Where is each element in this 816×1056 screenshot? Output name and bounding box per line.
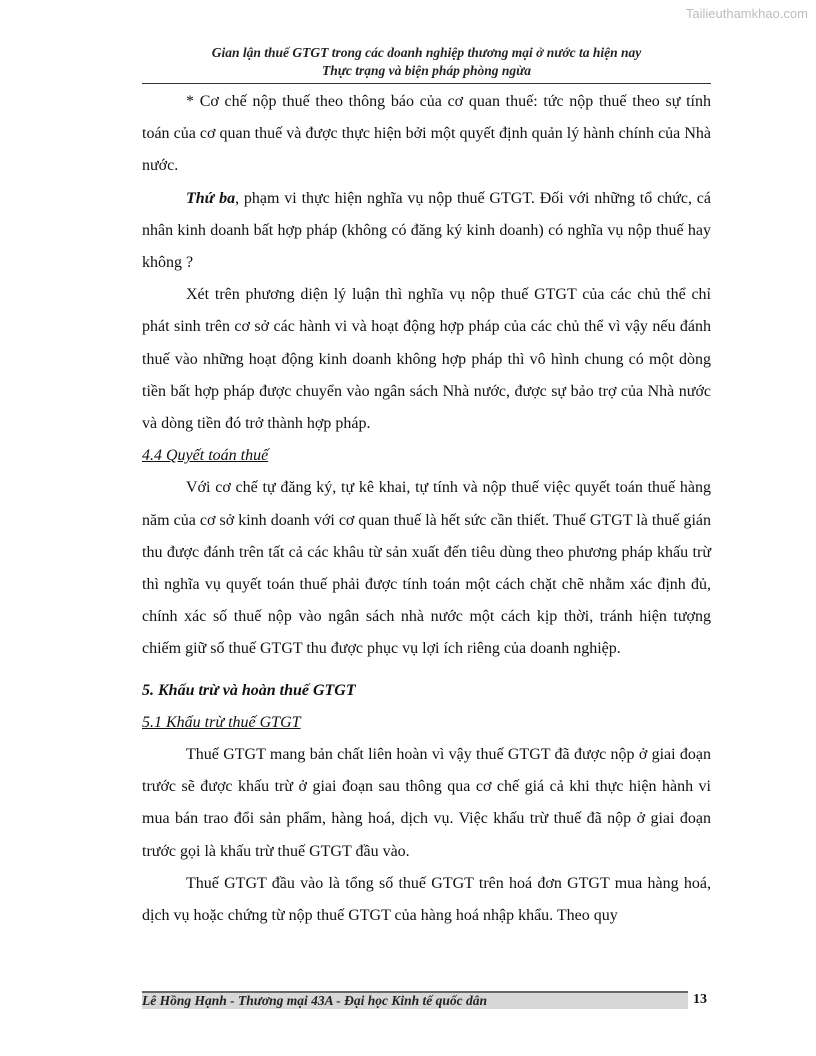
paragraph: Thuế GTGT mang bản chất liên hoàn vì vậy thuế GTGT đã được nộp ở giai đoạn trước sẽ được khấu trừ ở giai đoạn sau thông qua cơ chế giá cả khi thực hiện hành vi mua bán trao đổi sản phẩm, hàng hoá, dịch vụ. Việc khấu trừ thuế đã nộp ở giai đoạn trước gọi là khấu trừ thuế GTGT đầu vào. [142, 746, 711, 860]
header-divider [142, 83, 711, 84]
subsection-heading-4-4: 4.4 Quyết toán thuế [142, 447, 269, 465]
paragraph: Xét trên phương diện lý luận thì nghĩa vụ nộp thuế GTGT của các chủ thể chỉ phát sinh trên cơ sở các hành vi và hoạt động hợp pháp của các chủ thể vì vậy nếu đánh thuế vào những hoạt động kinh doanh không hợp pháp thì vô hình chung có một dòng tiền bất hợp pháp được chuyển vào ngân sách Nhà nước, được sự bảo trợ của Nhà nước và dòng tiền đó trở thành hợp pháp. [142, 286, 711, 433]
subsection-heading-5-1: 5.1 Khấu trừ thuế GTGT [142, 713, 301, 731]
paragraph-text: , phạm vi thực hiện nghĩa vụ nộp thuế GTGT. Đối với những tổ chức, cá nhân kinh doanh bất hợp pháp (không có đăng ký kinh doanh) có nghĩa vụ nộp thuế hay không ? [142, 189, 711, 272]
paragraph: * Cơ chế nộp thuế theo thông báo của cơ quan thuế: tức nộp thuế theo sự tính toán của cơ quan thuế và được thực hiện bởi một quyết định quản lý hành chính của Nhà nước. [142, 93, 711, 175]
footer-text: Lê Hồng Hạnh - Thương mại 43A - Đại học Kinh tế quốc dân [142, 993, 488, 1008]
paragraph [142, 183, 711, 280]
paragraph-lead: Thứ ba [186, 189, 236, 207]
document-body [142, 86, 711, 932]
running-header [142, 44, 711, 80]
section-heading-5: 5. Khấu trừ và hoàn thuế GTGT [142, 681, 356, 699]
header-title-line: Gian lận thuế GTGT trong các doanh nghiệp thương mại ở nước ta hiện nay [211, 45, 642, 60]
watermark: Tailieuthamkhao.com [685, 6, 808, 21]
header-subtitle-line: Thực trạng và biện pháp phòng ngừa [322, 63, 531, 78]
paragraph: Thuế GTGT đầu vào là tổng số thuế GTGT trên hoá đơn GTGT mua hàng hoá, dịch vụ hoặc chứng từ nộp thuế GTGT của hàng hoá nhập khẩu. Theo quy [142, 874, 711, 925]
page-number: 13 [693, 992, 707, 1007]
paragraph: Với cơ chế tự đăng ký, tự kê khai, tự tính và nộp thuế việc quyết toán thuế hàng năm của cơ sở kinh doanh với cơ quan thuế là hết sức cần thiết. Thuế GTGT là thuế gián thu được đánh trên tất cả các khâu từ sản xuất đến tiêu dùng theo phương pháp khấu trừ thì nghĩa vụ quyết toán thuế phải được tính toán một cách chặt chẽ nhằm xác định đủ, chính xác số thuế nộp vào ngân sách nhà nước một cách kịp thời, tránh hiện tượng chiếm giữ số thuế GTGT thu được phục vụ lợi ích riêng của doanh nghiệp. [142, 479, 711, 658]
